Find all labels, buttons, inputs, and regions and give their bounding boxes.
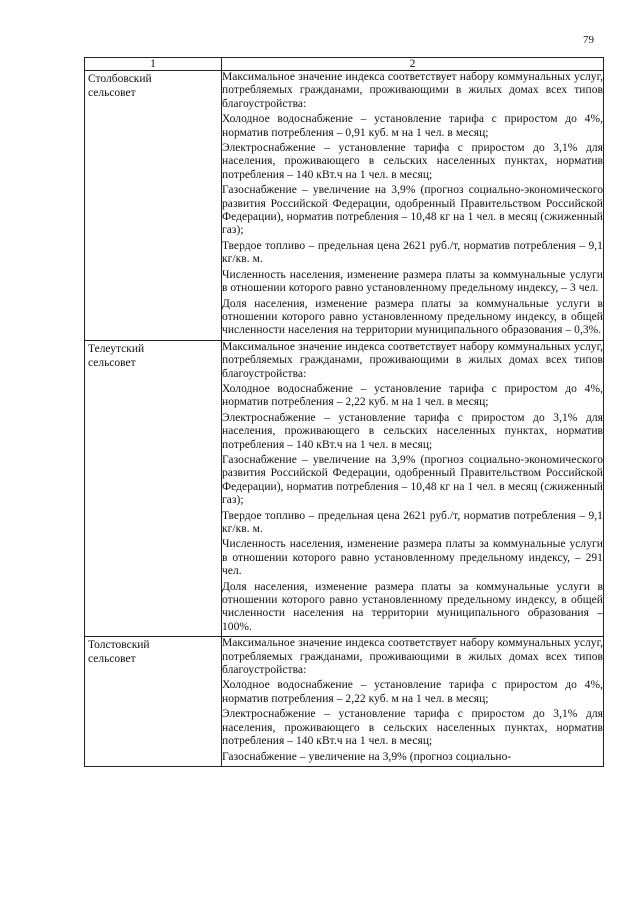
paragraph-solid-fuel: Твердое топливо – предельная цена 2621 руб./т, норматив потребления – 9,1 кг/кв. м. — [222, 239, 603, 266]
table-row-teleutsky — [85, 340, 604, 637]
region-name: Толстовский — [88, 639, 150, 652]
paragraph-index-summary: Максимальное значение индекса соответствует набору коммунальных услуг, потребляемых гражданами, проживающими в жилых домах всех типов благоустройства: — [222, 637, 603, 677]
paragraph-cold-water: Холодное водоснабжение – установление тарифа с приростом до 4%, норматив потребления – 0,91 куб. м на 1 чел. в месяц; — [222, 113, 603, 139]
paragraph-index-summary: Максимальное значение индекса соответствует набору коммунальных услуг, потребляемых гражданами, проживающими в жилых домах всех типов благоустройства: — [222, 71, 603, 110]
table-row-tolstovsky — [85, 637, 604, 767]
paragraph-cold-water: Холодное водоснабжение – установление тарифа с приростом до 4%, норматив потребления – 2,22 куб. м на 1 чел. в месяц; — [222, 679, 603, 705]
paragraph-index-summary: Максимальное значение индекса соответствует набору коммунальных услуг, потребляемых гражданами, проживающими в жилых домах всех типов благоустройства: — [222, 340, 603, 380]
table-header-row — [85, 58, 604, 71]
region-cell — [85, 340, 222, 637]
description-cell — [222, 71, 604, 341]
paragraph-cold-water: Холодное водоснабжение – установление тарифа с приростом до 4%, норматив потребления – 2,22 куб. м на 1 чел. в месяц; — [222, 382, 603, 409]
paragraph-electricity: Электроснабжение – установление тарифа с приростом до 3,1% для населения, проживающего в сельских населенных пунктах, норматив потребления – 140 кВт.ч на 1 чел. в месяц; — [222, 142, 603, 181]
region-cell — [85, 637, 222, 767]
region-name: Столбовский — [88, 73, 152, 85]
paragraph-gas: Газоснабжение – увеличение на 3,9% (прогноз социально-экономического развития Российской Федерации, одобренный Правительством Российской Федерации), норматив потребления – 10,48 кг на 1 чел. в месяц (сжиженный газ); — [222, 453, 603, 507]
paragraph-gas: Газоснабжение – увеличение на 3,9% (прогноз социально-экономического развития Российской Федерации, одобренный Правительством Российской Федерации), норматив потребления – 10,48 кг на 1 чел. в месяц (сжиженный газ); — [222, 184, 603, 237]
region-type: сельсовет — [88, 87, 136, 99]
paragraph-electricity: Электроснабжение – установление тарифа с приростом до 3,1% для населения, проживающего в сельских населенных пунктах, норматив потребления – 140 кВт.ч на 1 чел. в месяц; — [222, 411, 603, 451]
region-cell — [85, 71, 222, 341]
paragraph-population-count: Численность населения, изменение размера платы за коммунальные услуги в отношении которого равно установленному предельному индексу, – 291 чел. — [222, 538, 603, 578]
column-header-2: 2 — [222, 58, 604, 71]
region-name: Телеутский — [88, 342, 145, 355]
page-number: 79 — [583, 34, 594, 46]
paragraph-population-share: Доля населения, изменение размера платы за коммунальные услуги в отношении которого равно установленному предельному индексу, в общей численности населения на территории муниципального образования – 100%. — [222, 580, 603, 633]
index-table — [84, 57, 604, 767]
region-type: сельсовет — [88, 356, 136, 369]
paragraph-population-count: Численность населения, изменение размера платы за коммунальные услуги в отношении которого равно установленному предельному индексу, – 3 чел. — [222, 268, 603, 295]
description-cell — [222, 340, 604, 637]
column-header-1: 1 — [85, 58, 222, 71]
paragraph-solid-fuel: Твердое топливо – предельная цена 2621 руб./т, норматив потребления – 9,1 кг/кв. м. — [222, 509, 603, 535]
paragraph-electricity: Электроснабжение – установление тарифа с приростом до 3,1% для населения, проживающего в сельских населенных пунктах, норматив потребления – 140 кВт.ч на 1 чел. в месяц; — [222, 708, 603, 748]
region-type: сельсовет — [88, 653, 136, 666]
paragraph-population-share: Доля населения, изменение размера платы за коммунальные услуги в отношении которого равно установленному предельному индексу, в общей численности населения на территории муниципального образования – 0,3%. — [222, 297, 603, 337]
description-cell — [222, 637, 604, 767]
table-row-stolbovsky — [85, 71, 604, 341]
paragraph-gas: Газоснабжение – увеличение на 3,9% (прогноз социально- — [222, 750, 512, 763]
